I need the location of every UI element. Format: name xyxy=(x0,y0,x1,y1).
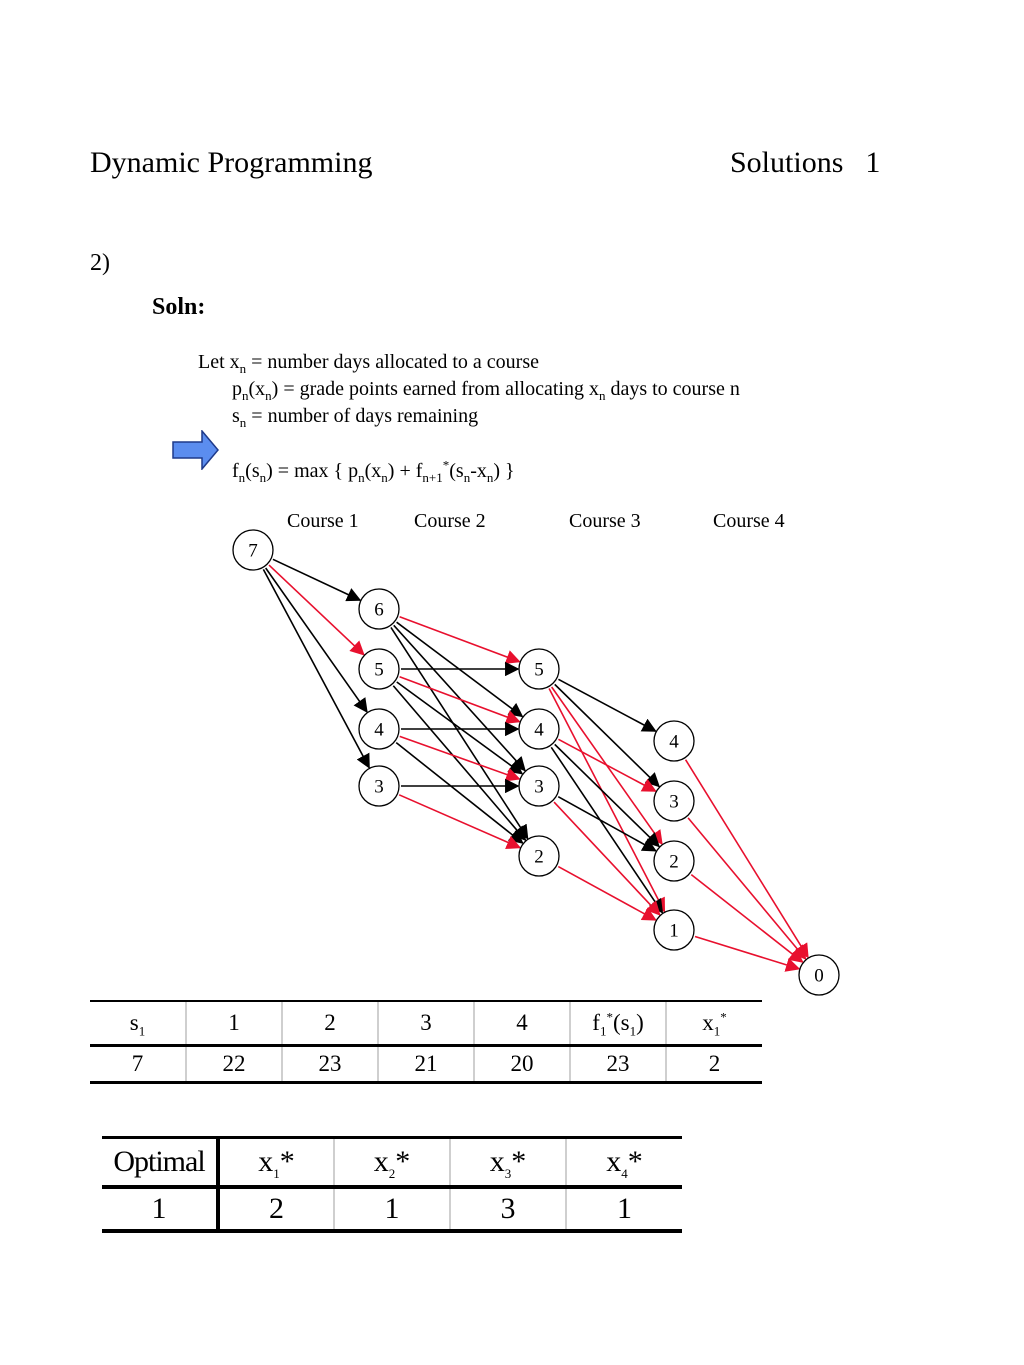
star-sup: * xyxy=(442,457,450,473)
node-label: 2 xyxy=(669,851,679,873)
p-text-sub: n xyxy=(598,388,606,403)
f-var: f xyxy=(232,460,239,482)
stage1-table xyxy=(90,1000,762,1084)
edge-b4-c1 xyxy=(551,747,662,912)
node-label: 3 xyxy=(669,791,679,813)
edge-c3-end0 xyxy=(688,818,805,959)
table-header-row xyxy=(90,1001,762,1046)
node-label: 1 xyxy=(669,920,679,942)
header-1: 1 xyxy=(186,1001,282,1046)
edges-group xyxy=(263,559,808,968)
node-label: 3 xyxy=(534,776,544,798)
p-var: p xyxy=(232,378,242,400)
cell-4: 20 xyxy=(474,1046,570,1083)
edge-s7-a3 xyxy=(263,569,369,767)
s-arg-sub: n xyxy=(259,470,267,485)
p-sub: n xyxy=(242,388,249,403)
header-x4: $x_4*$ xyxy=(566,1138,682,1188)
edge-s7-a6 xyxy=(273,559,360,600)
node-a3 xyxy=(359,766,399,806)
edge-b4-c3 xyxy=(558,739,655,791)
edge-a5-b3 xyxy=(397,682,522,774)
cell-x2: 1 xyxy=(334,1187,450,1231)
header-2: 2 xyxy=(282,1001,378,1046)
p-definition-end: days to course n xyxy=(610,378,740,400)
s-var: s xyxy=(232,405,240,427)
header-4: 4 xyxy=(474,1001,570,1046)
x-sub: n xyxy=(239,361,247,376)
node-label: 5 xyxy=(534,659,544,681)
optimal-row xyxy=(102,1187,682,1231)
cell-2: 23 xyxy=(282,1046,378,1083)
course-3-label: Course 3 xyxy=(569,510,641,532)
page-title: Dynamic Programming xyxy=(90,146,373,179)
edge-b5-c4 xyxy=(558,679,655,731)
node-b2 xyxy=(519,836,559,876)
header-s1: $s_1$ xyxy=(90,1001,186,1046)
p-arg-open: (x xyxy=(248,378,266,400)
node-c3 xyxy=(654,781,694,821)
header-x2: $x_2*$ xyxy=(334,1138,450,1188)
p-arg-sub: n xyxy=(265,388,272,403)
header-x3: $x_3*$ xyxy=(450,1138,566,1188)
node-a6 xyxy=(359,589,399,629)
max-text: ) = max { p xyxy=(266,460,359,482)
node-b3 xyxy=(519,766,559,806)
node-label: 4 xyxy=(374,719,384,741)
node-c2 xyxy=(654,841,694,881)
edge-b5-c1 xyxy=(549,689,664,912)
let-word: Let xyxy=(198,351,225,373)
cell-1: 22 xyxy=(186,1046,282,1083)
node-label: 4 xyxy=(534,719,544,741)
node-b4 xyxy=(519,709,559,749)
cell-3: 21 xyxy=(378,1046,474,1083)
s-definition-text: = number of days remaining xyxy=(251,405,479,427)
cell-x4: 1 xyxy=(566,1187,682,1231)
f-next-sub: n+1 xyxy=(422,470,443,485)
minus-x-sub: n xyxy=(486,470,494,485)
optimal-header-row xyxy=(102,1138,682,1188)
node-a4 xyxy=(359,709,399,749)
node-label: 6 xyxy=(374,599,384,621)
edge-c1-end0 xyxy=(695,937,799,969)
cell-x3: 3 xyxy=(450,1187,566,1231)
header-x1: $x_1*$ xyxy=(218,1138,334,1188)
formula-end: ) } xyxy=(493,460,515,482)
node-c1 xyxy=(654,910,694,950)
x-var: x xyxy=(229,351,240,373)
plus-f: ) + f xyxy=(387,460,423,482)
table-row xyxy=(90,1046,762,1083)
node-label: 2 xyxy=(534,846,544,868)
solutions-word: Solutions xyxy=(730,146,844,179)
edge-a6-b2 xyxy=(391,627,528,838)
s-arg: (s xyxy=(245,460,260,482)
header-f1-star: $f_1^*(s_1)$ xyxy=(570,1001,666,1046)
node-s7 xyxy=(233,530,273,570)
cell-optimal: 1 xyxy=(102,1187,218,1231)
edge-a6-b3 xyxy=(394,625,525,770)
header-optimal: Optimal xyxy=(102,1138,218,1188)
minus-x: -x xyxy=(470,460,487,482)
nodes-group xyxy=(233,530,839,995)
x-arg: (x xyxy=(364,460,382,482)
header-3: 3 xyxy=(378,1001,474,1046)
node-label: 0 xyxy=(814,965,824,987)
f-sub: n xyxy=(238,470,246,485)
edge-c4-end0 xyxy=(686,760,808,957)
edge-a5-b2 xyxy=(393,686,525,840)
cell-s1: 7 xyxy=(90,1046,186,1083)
page-number: 1 xyxy=(865,146,881,179)
edge-b2-c1 xyxy=(558,867,655,920)
node-label: 5 xyxy=(374,659,384,681)
node-end0 xyxy=(799,955,839,995)
soln-heading: Soln: xyxy=(152,294,206,320)
s-arg-2: (s xyxy=(449,460,464,482)
x-arg-sub: n xyxy=(381,470,388,485)
cell-x1: 2 xyxy=(218,1187,334,1231)
course-4-label: Course 4 xyxy=(713,510,785,532)
node-label: 4 xyxy=(669,731,679,753)
edge-b5-c3 xyxy=(555,684,659,786)
cell-x1-star: 2 xyxy=(666,1046,762,1083)
question-number: 2) xyxy=(90,250,110,276)
x-definition-text: = number days allocated to a course xyxy=(251,351,539,373)
node-b5 xyxy=(519,649,559,689)
edge-a3-b2 xyxy=(399,795,520,848)
header-x1-star: $x_1^*$ xyxy=(666,1001,762,1046)
node-a5 xyxy=(359,649,399,689)
edge-a6-b5 xyxy=(400,617,520,662)
s-sub: n xyxy=(239,415,247,430)
s-arg-2-sub: n xyxy=(463,470,471,485)
node-label: 3 xyxy=(374,776,384,798)
optimal-table xyxy=(102,1136,682,1233)
edge-b3-c2 xyxy=(558,797,655,851)
node-c4 xyxy=(654,721,694,761)
cell-f1-star: 23 xyxy=(570,1046,666,1083)
edge-s7-a4 xyxy=(266,568,367,712)
course-1-label: Course 1 xyxy=(287,510,359,532)
node-label: 7 xyxy=(248,540,258,562)
p-sub-formula: n xyxy=(358,470,365,485)
course-2-label: Course 2 xyxy=(414,510,486,532)
p-definition-text: ) = grade points earned from allocating x xyxy=(271,378,599,400)
